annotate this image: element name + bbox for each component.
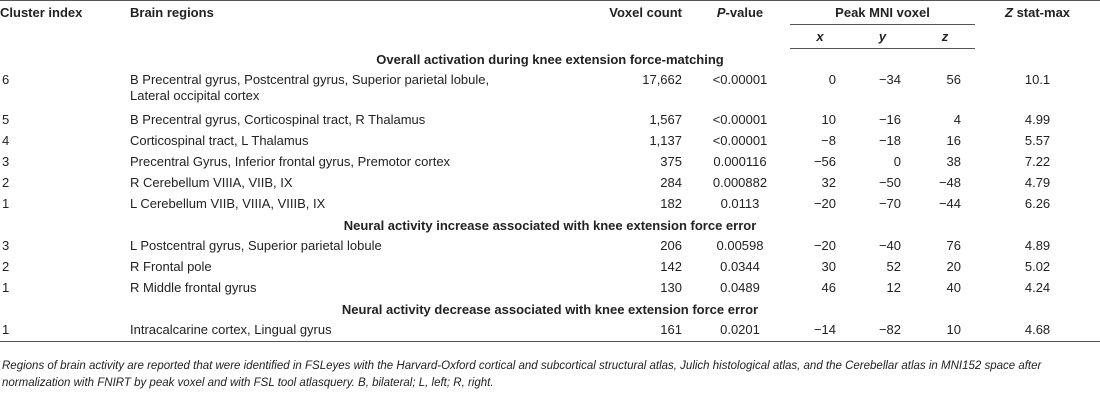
cell-region: Intracalcarine cortex, Lingual gyrus xyxy=(130,320,580,342)
cell-zmax: 5.57 xyxy=(1024,133,1051,148)
table-row xyxy=(0,70,1100,110)
cell-region: R Middle frontal gyrus xyxy=(130,280,257,295)
cell-region: B Precentral gyrus, Corticospinal tract, R Thalamus xyxy=(130,112,426,127)
cell-zmax: 6.26 xyxy=(1024,196,1051,211)
cell-region: R Cerebellum VIIIA, VIIB, IX xyxy=(130,175,293,190)
cell-cluster: 1 xyxy=(2,280,10,295)
cell-y: −40 xyxy=(878,238,901,253)
cell-cluster: 1 xyxy=(2,196,10,211)
table-row xyxy=(0,152,1100,173)
cell-region: Precentral Gyrus, Inferior frontal gyrus, Premotor cortex xyxy=(130,154,451,169)
zstat-italic-z: Z xyxy=(1005,5,1013,20)
cell-x: −20 xyxy=(813,196,836,211)
header-row xyxy=(0,1,1100,25)
cell-z: 56 xyxy=(946,72,962,87)
cell-pvalue: 0.0113 xyxy=(720,196,760,211)
section-title: Neural activity decrease associated with knee extension force error xyxy=(341,301,759,317)
cell-voxels: 17,662 xyxy=(642,72,682,87)
cell-cluster: 6 xyxy=(2,72,10,87)
cell-y: 12 xyxy=(886,280,901,295)
col-header-y: y xyxy=(850,25,915,49)
cell-z: −48 xyxy=(938,175,962,190)
cell-voxels: 1,137 xyxy=(649,133,682,148)
cell-voxels: 130 xyxy=(660,280,682,295)
cell-z: 20 xyxy=(946,259,962,274)
table-row xyxy=(0,194,1100,215)
col-header-peak: Peak MNI voxel xyxy=(790,1,975,25)
cell-x: −56 xyxy=(813,154,836,169)
cell-pvalue: 0.0201 xyxy=(690,320,790,342)
cell-cluster: 3 xyxy=(2,154,10,169)
cell-zmax: 4.79 xyxy=(1024,175,1051,190)
cell-y: −34 xyxy=(878,72,901,87)
cell-x: 10 xyxy=(821,112,836,127)
cell-zmax: 4.99 xyxy=(1024,112,1051,127)
cell-voxels: 1,567 xyxy=(649,112,682,127)
cell-z: 76 xyxy=(946,238,962,253)
table-row xyxy=(0,236,1100,257)
table-row xyxy=(0,257,1100,278)
cell-z: 40 xyxy=(946,280,962,295)
cell-y: −50 xyxy=(878,175,901,190)
cell-x: 0 xyxy=(828,72,836,87)
pvalue-italic-p: P xyxy=(716,5,726,20)
cell-x: 46 xyxy=(821,280,836,295)
cell-cluster: 5 xyxy=(2,112,10,127)
table-row xyxy=(0,173,1100,194)
cell-pvalue: <0.00001 xyxy=(712,72,768,87)
cell-region-line1: B Precentral gyrus, Postcentral gyrus, Superior parietal lobule, xyxy=(130,72,490,87)
cell-voxels: 206 xyxy=(660,238,682,253)
cell-pvalue: 0.000882 xyxy=(712,175,768,190)
cell-x: −14 xyxy=(790,320,850,342)
cell-zmax: 4.68 xyxy=(975,320,1100,342)
cell-x: 32 xyxy=(821,175,836,190)
cell-z: 16 xyxy=(946,133,962,148)
section-title: Overall activation during knee extension force-matching xyxy=(376,51,724,67)
cell-x: −20 xyxy=(813,238,836,253)
col-header-regions: Brain regions xyxy=(130,1,580,49)
cell-region: L Postcentral gyrus, Superior parietal lobule xyxy=(130,238,382,253)
cell-voxels: 284 xyxy=(660,175,682,190)
cell-region-line2: Lateral occipital cortex xyxy=(130,88,260,103)
pvalue-suffix: -value xyxy=(725,5,764,20)
cell-z: 10 xyxy=(915,320,975,342)
cell-pvalue: 0.0344 xyxy=(720,259,760,274)
table-row xyxy=(0,278,1100,299)
cell-pvalue: 0.000116 xyxy=(713,154,767,169)
cell-z: −44 xyxy=(938,196,962,211)
cell-y: 52 xyxy=(886,259,901,274)
cell-zmax: 4.89 xyxy=(1024,238,1051,253)
cell-y: −70 xyxy=(878,196,901,211)
cell-pvalue: <0.00001 xyxy=(712,133,768,148)
cell-y: 0 xyxy=(893,154,901,169)
zstat-suffix: stat-max xyxy=(1012,5,1071,20)
cell-pvalue: 0.0489 xyxy=(720,280,760,295)
cell-voxels: 142 xyxy=(660,259,682,274)
cell-y: −18 xyxy=(878,133,901,148)
table-footnote: Regions of brain activity are reported that were identified in FSLeyes with the Harvard-Oxford cortical and subcortical structural atlas, Julich histological atlas, and the Cerebellar atlas in MNI152 space after normalization with FNIRT by peak voxel and with FSL tool atlasquery. B, bilateral; L, left; R, right. xyxy=(2,360,1042,389)
col-header-z: z xyxy=(915,25,975,49)
cell-pvalue: 0.00598 xyxy=(716,238,764,253)
cell-region: Corticospinal tract, L Thalamus xyxy=(130,133,309,148)
cell-x: 30 xyxy=(821,259,836,274)
table-body xyxy=(0,49,1100,342)
cell-z: 38 xyxy=(946,154,962,169)
col-header-cluster: Cluster index xyxy=(0,1,130,49)
section-title-row xyxy=(0,299,1100,320)
cell-pvalue: <0.00001 xyxy=(712,112,768,127)
cell-voxels: 182 xyxy=(660,196,682,211)
cell-zmax: 7.22 xyxy=(1024,154,1051,169)
section-title-row xyxy=(0,215,1100,236)
cell-cluster: 4 xyxy=(2,133,10,148)
cell-region xyxy=(130,70,580,110)
col-header-zstat xyxy=(975,1,1100,49)
cell-region: L Cerebellum VIIB, VIIIA, VIIIB, IX xyxy=(130,196,326,211)
cell-y: −16 xyxy=(878,112,901,127)
table-row xyxy=(0,320,1100,342)
table-row xyxy=(0,110,1100,131)
section-title: Neural activity increase associated with knee extension force error xyxy=(343,217,757,233)
cell-cluster: 2 xyxy=(2,259,10,274)
cell-cluster: 1 xyxy=(0,320,130,342)
col-header-pvalue xyxy=(690,1,790,49)
cell-zmax: 4.24 xyxy=(1024,280,1051,295)
cell-cluster: 3 xyxy=(2,238,10,253)
cell-voxels: 375 xyxy=(660,154,682,169)
table-row xyxy=(0,131,1100,152)
col-header-voxels: Voxel count xyxy=(580,1,690,49)
cell-zmax: 10.1 xyxy=(1024,72,1051,87)
section-title-row xyxy=(0,49,1100,71)
cell-y: −82 xyxy=(850,320,915,342)
cell-region: R Frontal pole xyxy=(130,259,212,274)
cell-x: −8 xyxy=(821,133,836,148)
col-header-x: x xyxy=(790,25,850,49)
cell-voxels: 161 xyxy=(580,320,690,342)
cell-z: 4 xyxy=(953,112,962,127)
cell-zmax: 5.02 xyxy=(1024,259,1051,274)
cell-cluster: 2 xyxy=(2,175,10,190)
